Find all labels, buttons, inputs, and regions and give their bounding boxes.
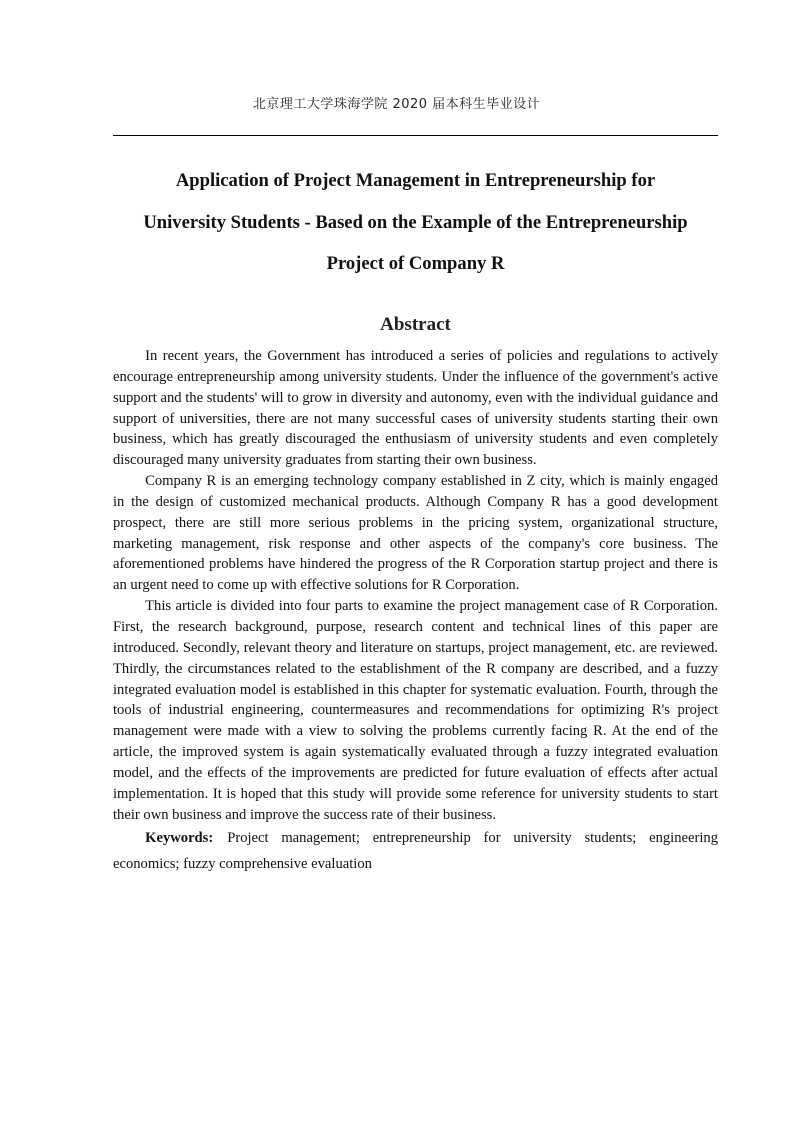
keywords [113, 825, 718, 877]
abstract-body [113, 346, 718, 877]
title-line-1: Application of Project Management in Entrepreneurship for [175, 170, 656, 191]
abstract-heading: Abstract [380, 314, 451, 335]
title-line-3: Project of Company R [326, 253, 505, 274]
keywords-text: Project management; entrepreneurship for university students; engineering economics; fuzzy comprehensive evaluation [113, 830, 718, 873]
keywords-label: Keywords: [145, 830, 214, 847]
page-header: 北京理工大学珠海学院 2020 届本科生毕业设计 [252, 97, 541, 112]
paper-title [113, 160, 718, 285]
title-line-2: University Students - Based on the Example of the Entrepreneurship [143, 211, 688, 233]
header-divider [113, 135, 718, 136]
abstract-paragraph-3: This article is divided into four parts to examine the project management case of R Corporation. First, the research background, purpose, research content and technical lines of this paper are introduced. Secondly, relevant theory and literature on startups, project management, etc. are reviewed. Thirdly, the circumstances related to the establishment of the R company are described, and a fuzzy integrated evaluation model is established in this chapter for systematic evaluation. Fourth, through the tools of industrial engineering, countermeasures and recommendations for optimizing R's project management were made with a view to solving the problems currently facing R. At the end of the article, the improved system is again systematically evaluated through a fuzzy integrated evaluation model, and the effects of the improvements are predicted for future evaluation of effects after actual implementation. It is hoped that this study will provide some reference for university students to start their own business and improve the success rate of their business. [113, 598, 718, 823]
abstract-paragraph-1: In recent years, the Government has introduced a series of policies and regulations to actively encourage entrepreneurship among university students. Under the influence of the government's active support and the students' will to grow in diversity and autonomy, even with the individual guidance and support of universities, there are not many successful cases of university students starting their own business, which has greatly discouraged the enthusiasm of university students and even completely discouraged many university graduates from starting their own business. [113, 348, 718, 469]
abstract-paragraph-2: Company R is an emerging technology company established in Z city, which is mainly engaged in the design of customized mechanical products. Although Company R has a good development prospect, there are still more serious problems in the pricing system, organizational structure, marketing management, risk response and other aspects of the company's core business. The aforementioned problems have hindered the progress of the R Corporation startup project and there is an urgent need to come up with effective solutions for R Corporation. [113, 473, 718, 594]
